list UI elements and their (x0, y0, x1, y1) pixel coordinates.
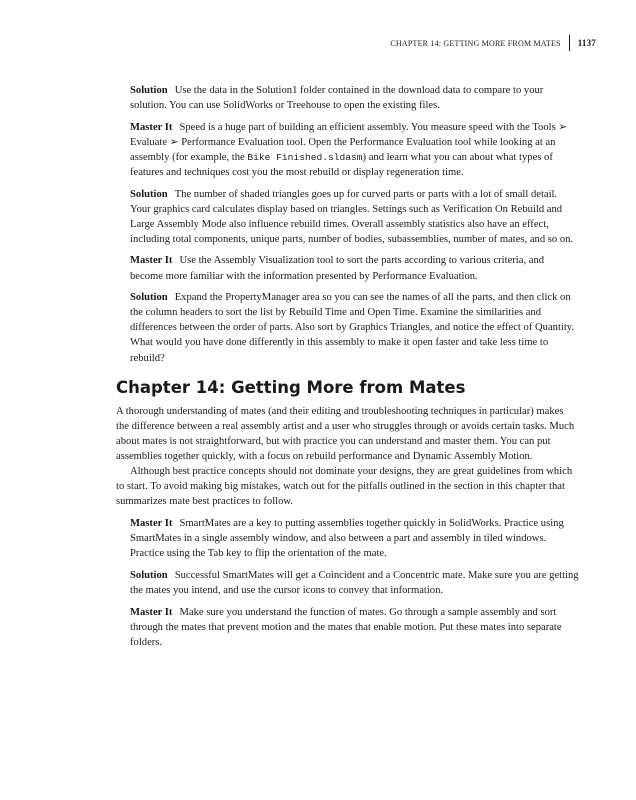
qa-label: Master It (130, 518, 173, 530)
qa-section-bottom (116, 516, 579, 650)
qa-text: Use the Assembly Visualization tool to sort the parts according to various criteria, and become more familiar with the information presented by Performance Evaluation. (130, 255, 545, 282)
qa-label: Solution (130, 188, 168, 200)
intro-paragraph: A thorough understanding of mates (and their editing and troubleshooting techniques in particular) makes the difference between a real assembly artist and a user who struggles through or avoids certain tasks. Much about mates is not straightforward, but with practice you can understand and master them. You can put assemblies together quickly, with a focus on rebuild performance and Dynamic Assembly Motion. (116, 405, 575, 462)
solution-paragraph (130, 83, 579, 113)
solution-paragraph (130, 568, 579, 598)
filename-code: Bike Finished.sldasm (247, 151, 363, 163)
page-content (116, 83, 579, 657)
solution-paragraph (130, 290, 579, 365)
master-it-paragraph (130, 516, 579, 561)
qa-label: Master It (130, 255, 173, 267)
qa-section-top (116, 83, 579, 366)
running-head (390, 35, 596, 51)
page-number: 1137 (577, 38, 596, 48)
master-it-paragraph (130, 605, 579, 650)
qa-label: Master It (130, 121, 173, 133)
master-it-paragraph (130, 253, 579, 283)
solution-paragraph (130, 187, 579, 247)
qa-label: Master It (130, 606, 173, 618)
chapter-running-title: CHAPTER 14: GETTING MORE FROM MATES (390, 38, 561, 48)
qa-label: Solution (130, 292, 168, 304)
qa-text: Successful SmartMates will get a Coincident and a Concentric mate. Make sure you are getting the mates you intend, and use the cursor icons to convey that information. (130, 570, 579, 597)
qa-text: ) and learn what you can about what types of features and techniques cost you the most rebuild or display regeneration time. (130, 151, 553, 178)
qa-text: Speed is a huge part of building an efficient assembly. You measure speed with the Tools ➢ Evaluate ➢ Performance Evaluation tool. Open the Performance Evaluation tool while looking at an assembly (for example, the (130, 121, 568, 163)
qa-text: Expand the PropertyManager area so you can see the names of all the parts, and then click on the column headers to sort the list by Rebuild Time and Open Time. Examine the similarities and differences between the order of parts. Also sort by Graphics Triangles, and notice the effect of Quantity. What would you have done differently in this assembly to make it open faster and take less time to rebuild? (130, 292, 575, 364)
qa-label: Solution (130, 570, 168, 582)
chapter-heading: Chapter 14: Getting More from Mates (116, 377, 466, 397)
qa-text: Make sure you understand the function of mates. Go through a sample assembly and sort through the mates that prevent motion and the mates that enable motion. Put these mates into separate folders. (130, 606, 562, 648)
qa-text: Use the data in the Solution1 folder contained in the download data to compare to your solution. You can use SolidWorks or Treehouse to open the existing files. (130, 85, 544, 112)
intro-paragraph: Although best practice concepts should not dominate your designs, they are great guidelines from which to start. To avoid making big mistakes, watch out for the pitfalls outlined in the section in this chapter that summarizes mate best practices to follow. (116, 465, 573, 508)
header-divider (569, 35, 570, 51)
qa-label: Solution (130, 85, 168, 96)
master-it-paragraph (130, 120, 579, 180)
qa-text: SmartMates are a key to putting assemblies together quickly in SolidWorks. Practice using SmartMates in a single assembly window, and also between a part and assembly in tiled windows. Practice using the Tab key to flip the orientation of the mate. (130, 518, 564, 560)
qa-text: The number of shaded triangles goes up for curved parts or parts with a lot of small detail. Your graphics card calculates display based on triangles. Settings such as Verification On Rebuild and Large Assembly Mode also influence rebuild times. Overall assembly statistics also have an effect, including total components, unique parts, number of bodies, subassemblies, number of mates, and so on. (130, 188, 574, 245)
